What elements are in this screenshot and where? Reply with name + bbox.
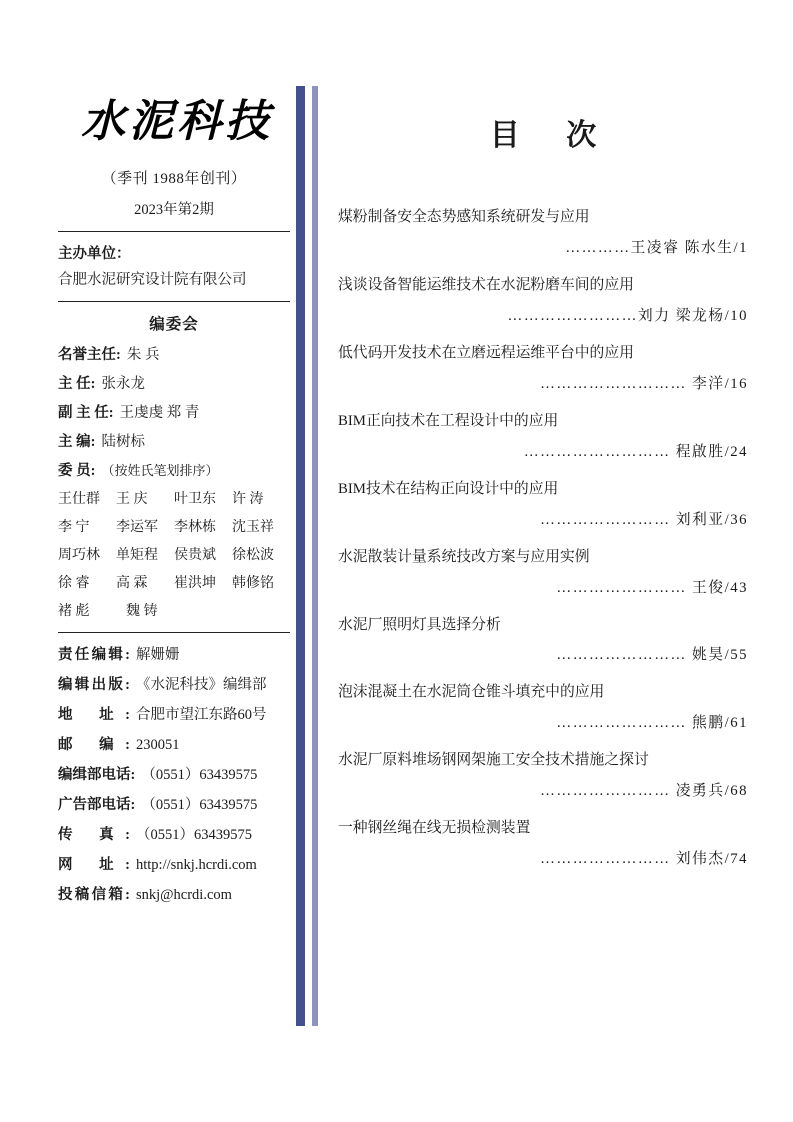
vertical-divider-bar-secondary <box>312 86 318 1026</box>
toc-entry[interactable] <box>338 817 748 868</box>
colophon-value: 合肥市望江东路60号 <box>136 706 267 723</box>
toc-entry[interactable] <box>338 342 748 393</box>
colophon-key: 地 址: <box>58 706 130 723</box>
colophon-list <box>58 643 290 904</box>
colophon-row <box>58 673 290 694</box>
board-member: 王 庆 <box>116 491 148 507</box>
toc-entry[interactable] <box>338 681 748 732</box>
colophon-row <box>58 853 290 874</box>
toc-entry[interactable] <box>338 749 748 800</box>
toc-entry-authors-page: …………………… 熊鹏/61 <box>556 715 748 732</box>
toc-entry-authors-page: …………………… 凌勇兵/68 <box>540 783 748 800</box>
colophon-key: 传 真: <box>58 826 130 843</box>
toc-entry-title: 泡沫混凝土在水泥筒仓锥斗填充中的应用 <box>338 684 605 701</box>
colophon-row <box>58 703 290 724</box>
toc-entry[interactable] <box>338 274 748 325</box>
board-role-row <box>58 430 290 451</box>
board-role-key: 名誉主任: <box>58 346 121 363</box>
toc-entry-authors-page: …………………… 姚昊/55 <box>556 647 748 664</box>
colophon-value: （0551）63439575 <box>136 826 252 843</box>
board-member: 侯贵斌 <box>174 547 216 563</box>
toc-entry-title: 一种钢丝绳在线无损检测装置 <box>338 820 531 837</box>
board-members-row <box>58 544 290 564</box>
colophon-key: 投稿信箱: <box>58 886 130 903</box>
board-member: 徐 睿 <box>58 575 90 591</box>
colophon-value: 解姗姗 <box>136 646 180 663</box>
colophon-row <box>58 733 290 754</box>
divider-rule-1 <box>58 231 290 232</box>
editorial-board-heading: 编委会 <box>149 315 199 333</box>
colophon-row <box>58 883 290 904</box>
board-role-key: 主 编: <box>58 433 96 450</box>
divider-rule-3 <box>58 632 290 633</box>
toc-title: 目 次 <box>489 118 615 153</box>
divider-rule-2 <box>58 301 290 302</box>
board-role-key: 委 员: <box>58 462 96 479</box>
board-members-note: （按姓氏笔划排序） <box>101 462 219 478</box>
journal-issue: 2023年第2期 <box>134 201 214 218</box>
sponsor-name: 合肥水泥研究设计院有限公司 <box>58 271 247 288</box>
board-role-row <box>58 343 290 364</box>
board-member: 韩修铭 <box>232 575 274 591</box>
colophon-key: 广告部电话: <box>58 796 136 813</box>
colophon-key: 责任编辑: <box>58 646 130 663</box>
colophon-row <box>58 823 290 844</box>
toc-entry[interactable] <box>338 546 748 597</box>
toc-entry-title: 煤粉制备安全态势感知系统研发与应用 <box>338 209 590 225</box>
board-role-key: 主 任: <box>58 375 96 392</box>
table-of-contents <box>338 110 748 885</box>
vertical-divider-bar-primary <box>296 86 305 1026</box>
toc-entry-title: 水泥厂照明灯具选择分析 <box>338 616 501 633</box>
toc-entry-authors-page: ……………………刘力 梁龙杨/10 <box>507 307 748 324</box>
toc-entry-title: 低代码开发技术在立磨远程运维平台中的应用 <box>338 344 634 361</box>
board-member: 李运军 <box>116 519 158 535</box>
board-member: 单矩程 <box>116 547 158 563</box>
toc-entry[interactable] <box>338 614 748 665</box>
board-role-row <box>58 401 290 422</box>
board-role-value: 陆树标 <box>101 433 145 450</box>
board-role-value: 朱 兵 <box>126 346 160 363</box>
sponsor-label: 主办单位： <box>58 245 131 262</box>
board-member: 叶卫东 <box>174 491 216 507</box>
board-member: 崔洪坤 <box>174 575 216 591</box>
toc-entry-title: 浅谈设备智能运维技术在水泥粉磨车间的应用 <box>338 276 634 293</box>
toc-entry-title: 水泥厂原料堆场钢网架施工安全技术措施之探讨 <box>338 752 649 769</box>
board-role-value: 张永龙 <box>101 375 145 392</box>
toc-entry[interactable] <box>338 410 748 461</box>
colophon-value: （0551）63439575 <box>141 766 258 783</box>
colophon-row <box>58 793 290 814</box>
colophon-key: 编辑出版: <box>58 676 130 693</box>
toc-entry[interactable] <box>338 478 748 529</box>
board-member: 李林栋 <box>174 519 216 535</box>
board-member: 许 涛 <box>232 491 264 507</box>
colophon-row <box>58 763 290 784</box>
colophon-key: 编缉部电话: <box>58 766 136 783</box>
journal-title: 水泥科技 <box>81 96 273 147</box>
toc-entry-title: BIM技术在结构正向设计中的应用 <box>338 480 559 497</box>
board-member: 魏 铸 <box>126 603 158 619</box>
toc-entry[interactable] <box>338 206 748 257</box>
toc-entry-authors-page: …………王凌睿 陈水生/1 <box>565 239 748 256</box>
board-members-row <box>58 516 290 536</box>
board-role-row <box>58 459 290 480</box>
colophon-value: 230051 <box>136 736 180 753</box>
board-member: 徐松波 <box>232 547 274 563</box>
board-member: 李 宁 <box>58 519 90 535</box>
toc-entry-title: BIM正向技术在工程设计中的应用 <box>338 412 559 429</box>
colophon-value: （0551）63439575 <box>141 796 258 813</box>
board-role-value: 王虔虔 郑 青 <box>119 404 200 421</box>
toc-entry-authors-page: ……………………… 程啟胜/24 <box>523 443 748 460</box>
board-role-row <box>58 372 290 393</box>
toc-entry-authors-page: …………………… 刘利亚/36 <box>540 511 748 528</box>
board-role-key: 副 主 任: <box>58 404 114 421</box>
colophon-value: 《水泥科技》编缉部 <box>136 676 267 693</box>
colophon-key: 邮 编: <box>58 736 130 753</box>
colophon-row <box>58 643 290 664</box>
board-member: 王仕群 <box>58 491 100 507</box>
toc-entry-authors-page: …………………… 王俊/43 <box>556 579 748 596</box>
toc-entry-authors-page: …………………… 刘伟杰/74 <box>540 851 748 868</box>
board-members-row <box>58 488 290 508</box>
toc-entry-authors-page: ……………………… 李洋/16 <box>540 375 748 392</box>
left-column <box>58 96 290 913</box>
colophon-email-value[interactable]: snkj@hcrdi.com <box>136 886 232 903</box>
board-member: 褚 彪 <box>58 603 90 619</box>
journal-periodicity: （季刊 1988年创刊） <box>101 170 247 187</box>
board-member: 周巧林 <box>58 547 100 563</box>
toc-entry-title: 水泥散装计量系统技改方案与应用实例 <box>338 548 590 565</box>
board-members-row <box>58 600 290 620</box>
colophon-website-value[interactable]: http://snkj.hcrdi.com <box>136 856 257 873</box>
board-members-list <box>58 488 290 620</box>
board-members-row <box>58 572 290 592</box>
board-member: 高 霖 <box>116 575 148 591</box>
board-member: 沈玉祥 <box>232 519 274 535</box>
colophon-key: 网 址: <box>58 856 130 873</box>
